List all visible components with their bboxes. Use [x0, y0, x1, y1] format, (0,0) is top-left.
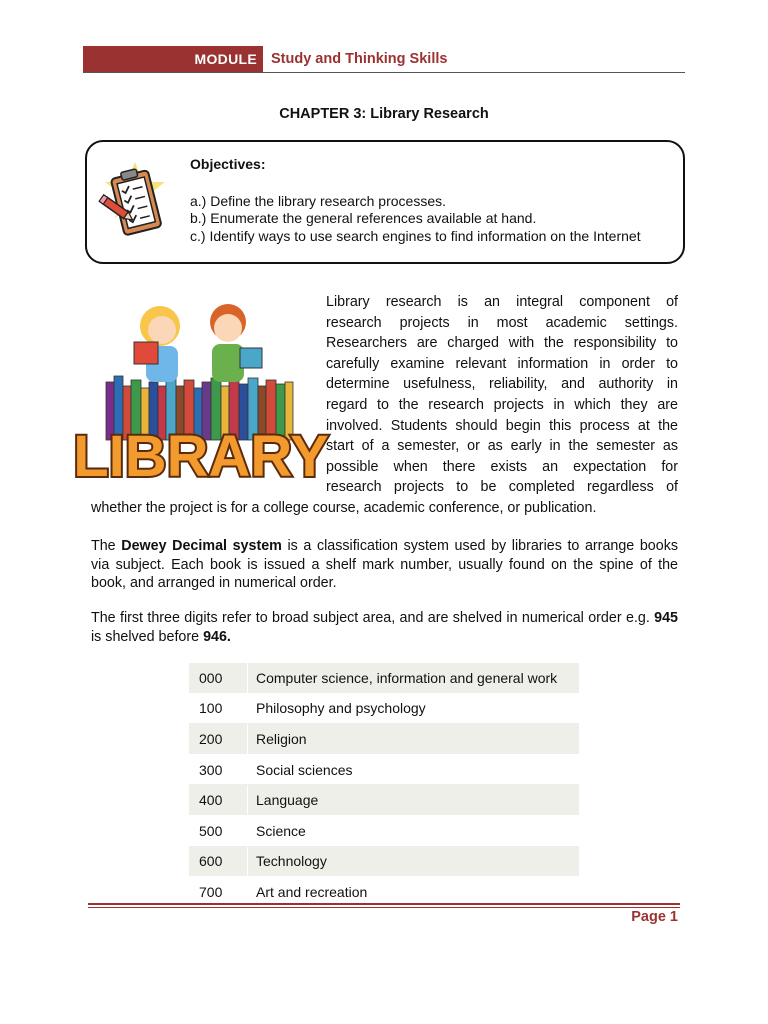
- header-divider: [83, 72, 685, 73]
- digits-mid: is shelved before: [91, 628, 204, 645]
- dewey-description: is a classification system used by libraries to arrange books via subject. Each book is issued a shelf mark number, usually found on the spine of the book, and arranged in numerical order.: [91, 538, 679, 591]
- class-code: 500: [189, 815, 248, 846]
- library-kids-illustration: [73, 296, 329, 489]
- example-number: 945: [654, 610, 678, 626]
- dewey-table: [189, 663, 579, 908]
- class-subject: Language: [248, 785, 580, 816]
- objective-item: c.) Identify ways to use search engines to find information on the Internet: [190, 228, 641, 244]
- class-subject: Science: [248, 815, 580, 846]
- footer-divider: [88, 907, 680, 908]
- module-title: Study and Thinking Skills: [271, 51, 448, 67]
- paragraph-line: research projects to be completed regardless of: [326, 479, 678, 496]
- objectives-heading: Objectives:: [190, 156, 266, 172]
- dewey-prefix: The: [91, 538, 122, 554]
- module-label: MODULE: [194, 51, 257, 67]
- table-row: [189, 846, 579, 877]
- paragraph-line: start of a semester, or as early in the semester as: [326, 438, 678, 455]
- chapter-title: CHAPTER 3: Library Research: [279, 106, 489, 122]
- paragraph-line: whether the project is for a college course, academic conference, or publication.: [91, 500, 597, 516]
- class-subject: Religion: [248, 724, 580, 755]
- class-code: 300: [189, 754, 248, 785]
- example-number: 946.: [203, 628, 231, 645]
- dewey-paragraph: [91, 537, 678, 593]
- paragraph-line: regard to the research projects in which they are: [326, 396, 678, 413]
- class-code: 400: [189, 785, 248, 816]
- class-code: 100: [189, 693, 248, 724]
- table-row: [189, 663, 579, 693]
- page-number: Page 1: [631, 909, 678, 925]
- class-subject: Art and recreation: [248, 877, 580, 908]
- table-row: [189, 724, 579, 755]
- clipboard-checklist-icon: [95, 160, 175, 244]
- class-subject: Philosophy and psychology: [248, 693, 580, 724]
- objective-item: a.) Define the library research processes.: [190, 193, 446, 209]
- dewey-term: Dewey Decimal system: [121, 538, 282, 554]
- intro-paragraph: [326, 292, 678, 498]
- digits-text: The first three digits refer to broad subject area, and are shelved in numerical order e.g.: [91, 610, 655, 626]
- class-code: 600: [189, 846, 248, 877]
- paragraph-line: Researchers are charged with the responsibility to: [326, 335, 678, 352]
- footer-divider: [88, 903, 680, 905]
- class-code: 200: [189, 724, 248, 755]
- paragraph-line: Library research is an integral component of: [326, 294, 678, 310]
- library-banner-text: LIBRARY: [73, 424, 329, 489]
- class-subject: Social sciences: [248, 754, 580, 785]
- paragraph-line: carefully examine relevant information in order to: [326, 355, 678, 372]
- digits-paragraph: [91, 609, 678, 646]
- table-row: [189, 754, 579, 785]
- paragraph-line: research projects in most academic settings.: [326, 314, 678, 331]
- paragraph-line: possible when there exists an expectation for: [326, 458, 678, 475]
- paragraph-line: determine usefulness, reliability, and authority in: [326, 376, 678, 393]
- class-subject: Technology: [248, 846, 580, 877]
- class-code: 700: [189, 877, 248, 908]
- paragraph-line: involved. Students should begin this process at the: [326, 417, 678, 434]
- objective-item: b.) Enumerate the general references available at hand.: [190, 210, 537, 226]
- table-row: [189, 785, 579, 816]
- table-row: [189, 815, 579, 846]
- table-row: [189, 693, 579, 724]
- class-code: 000: [189, 663, 248, 693]
- class-subject: Computer science, information and general work: [248, 663, 580, 693]
